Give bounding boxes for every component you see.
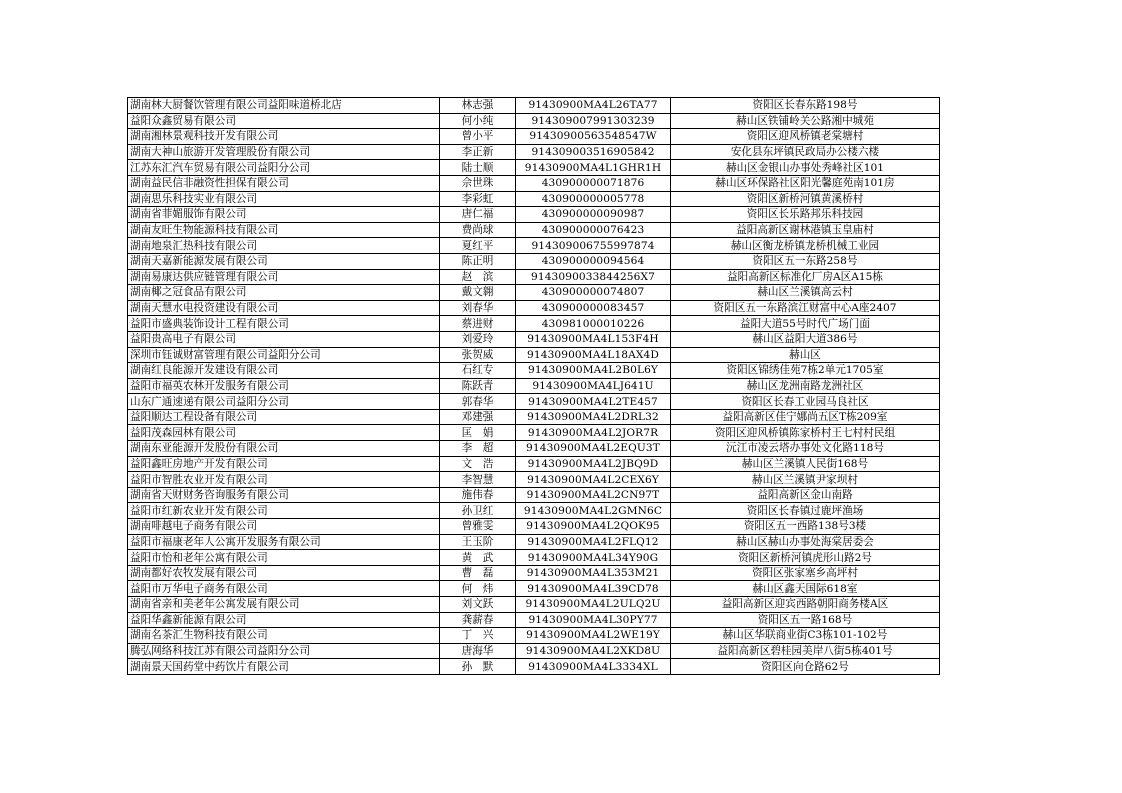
credit-code-cell: 91430900MA4L3334XL [516, 659, 671, 675]
company-name-cell: 湖南思乐科技实业有限公司 [128, 191, 440, 207]
legal-representative-cell: 张贺威 [440, 347, 516, 363]
company-name-cell: 益阳贵高电子有限公司 [128, 331, 440, 347]
company-name-cell: 益阳华鑫新能源有限公司 [128, 612, 440, 628]
legal-representative-cell: 戴文翱 [440, 285, 516, 301]
address-cell: 赫山区兰溪镇尹家坝村 [671, 472, 940, 488]
credit-code-cell: 91430900MA4L2TE457 [516, 394, 671, 410]
legal-representative-cell: 文 浩 [440, 456, 516, 472]
address-cell: 资阳区张家塞乡高坪村 [671, 565, 940, 581]
company-name-cell: 湖南林大厨餐饮管理有限公司益阳味道桥北店 [128, 98, 440, 114]
table-row [128, 129, 940, 145]
legal-representative-cell: 佘世珠 [440, 175, 516, 191]
address-cell: 益阳高新区佳宁娜尚五区T栋209室 [671, 409, 940, 425]
legal-representative-cell: 黄 武 [440, 550, 516, 566]
company-name-cell: 深圳市钰诚财富管理有限公司益阳分公司 [128, 347, 440, 363]
table-row [128, 207, 940, 223]
credit-code-cell: 430900000090987 [516, 207, 671, 223]
credit-code-cell: 91430900MA4L2ULQ2U [516, 597, 671, 613]
legal-representative-cell: 曾小平 [440, 129, 516, 145]
address-cell: 资阳区新桥河镇虎形山路2号 [671, 550, 940, 566]
company-name-cell: 益阳市万华电子商务有限公司 [128, 581, 440, 597]
legal-representative-cell: 陆士顺 [440, 160, 516, 176]
address-cell: 赫山区益阳大道386号 [671, 331, 940, 347]
company-name-cell: 湖南天嘉新能源发展有限公司 [128, 253, 440, 269]
table-row [128, 98, 940, 114]
table-row [128, 300, 940, 316]
table-row [128, 456, 940, 472]
table-row [128, 331, 940, 347]
company-name-cell: 湖南大神山旅游开发管理股份有限公司 [128, 144, 440, 160]
address-cell: 资阳区迎风桥镇陈家桥村王七村村民组 [671, 425, 940, 441]
address-cell: 益阳高新区迎宾西路朝阳商务楼A区 [671, 597, 940, 613]
company-name-cell: 湖南省亲和美老年公寓发展有限公司 [128, 597, 440, 613]
legal-representative-cell: 龚薪春 [440, 612, 516, 628]
credit-code-cell: 91430900MA4L153F4H [516, 331, 671, 347]
credit-code-cell: 91430900563548547W [516, 129, 671, 145]
legal-representative-cell: 曾雅雯 [440, 519, 516, 535]
address-cell: 沅江市凌云塔办事处文化路118号 [671, 441, 940, 457]
legal-representative-cell: 何 炜 [440, 581, 516, 597]
company-name-cell: 益阳茂森园林有限公司 [128, 425, 440, 441]
table-row [128, 175, 940, 191]
legal-representative-cell: 何小纯 [440, 113, 516, 129]
company-name-cell: 湖南湘林景观科技开发有限公司 [128, 129, 440, 145]
legal-representative-cell: 石红专 [440, 363, 516, 379]
company-name-cell: 湖南啡越电子商务有限公司 [128, 519, 440, 535]
legal-representative-cell: 李正新 [440, 144, 516, 160]
table-row [128, 316, 940, 332]
address-cell: 益阳高新区标准化厂房A区A15栋 [671, 269, 940, 285]
credit-code-cell: 91430900MA4L2DRL32 [516, 409, 671, 425]
address-cell: 赫山区龙洲南路龙洲社区 [671, 378, 940, 394]
company-name-cell: 益阳鑫旺房地产开发有限公司 [128, 456, 440, 472]
credit-code-cell: 430900000094564 [516, 253, 671, 269]
company-name-cell: 江苏东汇汽车贸易有限公司益阳分公司 [128, 160, 440, 176]
address-cell: 资阳区五一东路258号 [671, 253, 940, 269]
credit-code-cell: 91430900MA4L353M21 [516, 565, 671, 581]
credit-code-cell: 91430900MA4L30PY77 [516, 612, 671, 628]
company-name-cell: 湖南友旺生物能源科技有限公司 [128, 222, 440, 238]
address-cell: 资阳区新桥河镇黄溪桥村 [671, 191, 940, 207]
credit-code-cell: 91430900MA4L18AX4D [516, 347, 671, 363]
legal-representative-cell: 陈跃青 [440, 378, 516, 394]
legal-representative-cell: 刘文跃 [440, 597, 516, 613]
legal-representative-cell: 李彩虹 [440, 191, 516, 207]
address-cell: 资阳区长春工业园马良社区 [671, 394, 940, 410]
company-name-cell: 湖南省天财财务咨询服务有限公司 [128, 487, 440, 503]
legal-representative-cell: 郭春华 [440, 394, 516, 410]
table-row [128, 222, 940, 238]
company-name-cell: 湖南益民信非融资性担保有限公司 [128, 175, 440, 191]
legal-representative-cell: 施伟春 [440, 487, 516, 503]
address-cell: 资阳区锦绣佳苑7栋2单元1705室 [671, 363, 940, 379]
credit-code-cell: 9143090033844256X7 [516, 269, 671, 285]
legal-representative-cell: 孙卫红 [440, 503, 516, 519]
company-name-cell: 益阳市智胜农业开发有限公司 [128, 472, 440, 488]
table-body [128, 98, 940, 675]
credit-code-cell: 430981000010226 [516, 316, 671, 332]
credit-code-cell: 91430900MA4L2JBQ9D [516, 456, 671, 472]
company-name-cell: 益阳市福英农林开发服务有限公司 [128, 378, 440, 394]
address-cell: 资阳区五一路168号 [671, 612, 940, 628]
legal-representative-cell: 丁 兴 [440, 628, 516, 644]
credit-code-cell: 914309007991303239 [516, 113, 671, 129]
credit-code-cell: 91430900MA4L2JOR7R [516, 425, 671, 441]
credit-code-cell: 91430900MA4L34Y90G [516, 550, 671, 566]
legal-representative-cell: 刘春华 [440, 300, 516, 316]
table-row [128, 285, 940, 301]
table-row [128, 347, 940, 363]
credit-code-cell: 91430900MA4L2GMN6C [516, 503, 671, 519]
table-row [128, 565, 940, 581]
address-cell: 赫山区兰溪镇人民街168号 [671, 456, 940, 472]
credit-code-cell: 914309003516905842 [516, 144, 671, 160]
table-row [128, 472, 940, 488]
company-registry-table [127, 97, 940, 675]
company-name-cell: 益阳顺达工程设备有限公司 [128, 409, 440, 425]
address-cell: 赫山区鑫天国际618室 [671, 581, 940, 597]
credit-code-cell: 91430900MA4LJ641U [516, 378, 671, 394]
table-row [128, 550, 940, 566]
company-name-cell: 湖南天慧水电投资建设有限公司 [128, 300, 440, 316]
table-row [128, 441, 940, 457]
company-name-cell: 腾弘网络科技江苏有限公司益阳分公司 [128, 643, 440, 659]
table-row [128, 503, 940, 519]
address-cell: 安化县东坪镇民政局办公楼六楼 [671, 144, 940, 160]
table-row [128, 643, 940, 659]
credit-code-cell: 91430900MA4L2FLQ12 [516, 534, 671, 550]
credit-code-cell: 91430900MA4L2XKD8U [516, 643, 671, 659]
legal-representative-cell: 匡 娟 [440, 425, 516, 441]
address-cell: 资阳区长乐路邦乐科技园 [671, 207, 940, 223]
credit-code-cell: 430900000074807 [516, 285, 671, 301]
table-row [128, 534, 940, 550]
legal-representative-cell: 唐仁福 [440, 207, 516, 223]
legal-representative-cell: 刘爱玲 [440, 331, 516, 347]
legal-representative-cell: 陈正明 [440, 253, 516, 269]
credit-code-cell: 430900000005778 [516, 191, 671, 207]
company-name-cell: 益阳市盛典装饰设计工程有限公司 [128, 316, 440, 332]
company-name-cell: 湖南名茶汇生物科技有限公司 [128, 628, 440, 644]
company-name-cell: 湖南红良能源开发建设有限公司 [128, 363, 440, 379]
table-row [128, 160, 940, 176]
table-row [128, 425, 940, 441]
table-row [128, 113, 940, 129]
legal-representative-cell: 李 超 [440, 441, 516, 457]
legal-representative-cell: 蔡进财 [440, 316, 516, 332]
table-row [128, 363, 940, 379]
credit-code-cell: 91430900MA4L39CD78 [516, 581, 671, 597]
address-cell: 资阳区五一西路138号3楼 [671, 519, 940, 535]
table-row [128, 409, 940, 425]
address-cell: 赫山区衡龙桥镇龙桥机械工业园 [671, 238, 940, 254]
address-cell: 益阳高新区碧桂园美岸八街5栋401号 [671, 643, 940, 659]
legal-representative-cell: 王玉阶 [440, 534, 516, 550]
credit-code-cell: 430900000071876 [516, 175, 671, 191]
address-cell: 赫山区金银山办事处秀峰社区101 [671, 160, 940, 176]
credit-code-cell: 91430900MA4L2CEX6Y [516, 472, 671, 488]
legal-representative-cell: 邓建强 [440, 409, 516, 425]
credit-code-cell: 91430900MA4L2EQU3T [516, 441, 671, 457]
company-name-cell: 湖南易康达供应链管理有限公司 [128, 269, 440, 285]
table-row [128, 378, 940, 394]
address-cell: 资阳区长春东路198号 [671, 98, 940, 114]
credit-code-cell: 91430900MA4L2QOK95 [516, 519, 671, 535]
table-row [128, 269, 940, 285]
table-row [128, 191, 940, 207]
address-cell: 益阳大道55号时代广场门面 [671, 316, 940, 332]
address-cell: 赫山区兰溪镇高云村 [671, 285, 940, 301]
legal-representative-cell: 唐海华 [440, 643, 516, 659]
legal-representative-cell: 曹 磊 [440, 565, 516, 581]
company-name-cell: 湖南椰之冠食品有限公司 [128, 285, 440, 301]
address-cell: 赫山区华联商业街C3栋101-102号 [671, 628, 940, 644]
credit-code-cell: 91430900MA4L2B0L6Y [516, 363, 671, 379]
credit-code-cell: 91430900MA4L1GHR1H [516, 160, 671, 176]
address-cell: 赫山区环保路社区阳光馨庭苑南101房 [671, 175, 940, 191]
credit-code-cell: 430900000083457 [516, 300, 671, 316]
company-name-cell: 湖南都好农牧发展有限公司 [128, 565, 440, 581]
address-cell: 赫山区赫山办事处海棠居委会 [671, 534, 940, 550]
table-row [128, 612, 940, 628]
table-row [128, 394, 940, 410]
legal-representative-cell: 赵 滨 [440, 269, 516, 285]
table-row [128, 519, 940, 535]
address-cell: 益阳高新区谢林港镇玉皇庙村 [671, 222, 940, 238]
table-row [128, 581, 940, 597]
address-cell: 资阳区五一东路滨江财富中心A座2407 [671, 300, 940, 316]
table-row [128, 253, 940, 269]
company-name-cell: 湖南东亚能源开发股份有限公司 [128, 441, 440, 457]
legal-representative-cell: 孙 默 [440, 659, 516, 675]
legal-representative-cell: 李智慧 [440, 472, 516, 488]
address-cell: 资阳区向仓路62号 [671, 659, 940, 675]
table-row [128, 597, 940, 613]
company-name-cell: 湖南景天国药堂中药饮片有限公司 [128, 659, 440, 675]
company-name-cell: 山东广通速递有限公司益阳分公司 [128, 394, 440, 410]
table-row [128, 144, 940, 160]
address-cell: 资阳区长春镇过鹿坪渔场 [671, 503, 940, 519]
credit-code-cell: 91430900MA4L2WE19Y [516, 628, 671, 644]
company-name-cell: 湖南省菲媚服饰有限公司 [128, 207, 440, 223]
registry-sheet [127, 97, 940, 675]
company-name-cell: 益阳市福康老年人公寓开发服务有限公司 [128, 534, 440, 550]
table-row [128, 628, 940, 644]
company-name-cell: 益阳市红新农业开发有限公司 [128, 503, 440, 519]
credit-code-cell: 430900000076423 [516, 222, 671, 238]
address-cell: 资阳区迎风桥镇老棠塘村 [671, 129, 940, 145]
company-name-cell: 益阳市怡和老年公寓有限公司 [128, 550, 440, 566]
table-row [128, 659, 940, 675]
company-name-cell: 湖南地泉汇热科技有限公司 [128, 238, 440, 254]
table-row [128, 238, 940, 254]
credit-code-cell: 91430900MA4L2CN97T [516, 487, 671, 503]
credit-code-cell: 91430900MA4L26TA77 [516, 98, 671, 114]
address-cell: 赫山区 [671, 347, 940, 363]
table-row [128, 487, 940, 503]
address-cell: 赫山区铁铺岭关公路湘中城苑 [671, 113, 940, 129]
legal-representative-cell: 费尚球 [440, 222, 516, 238]
legal-representative-cell: 夏红平 [440, 238, 516, 254]
address-cell: 益阳高新区金山南路 [671, 487, 940, 503]
credit-code-cell: 914309006755997874 [516, 238, 671, 254]
company-name-cell: 益阳众鑫贸易有限公司 [128, 113, 440, 129]
legal-representative-cell: 林志强 [440, 98, 516, 114]
